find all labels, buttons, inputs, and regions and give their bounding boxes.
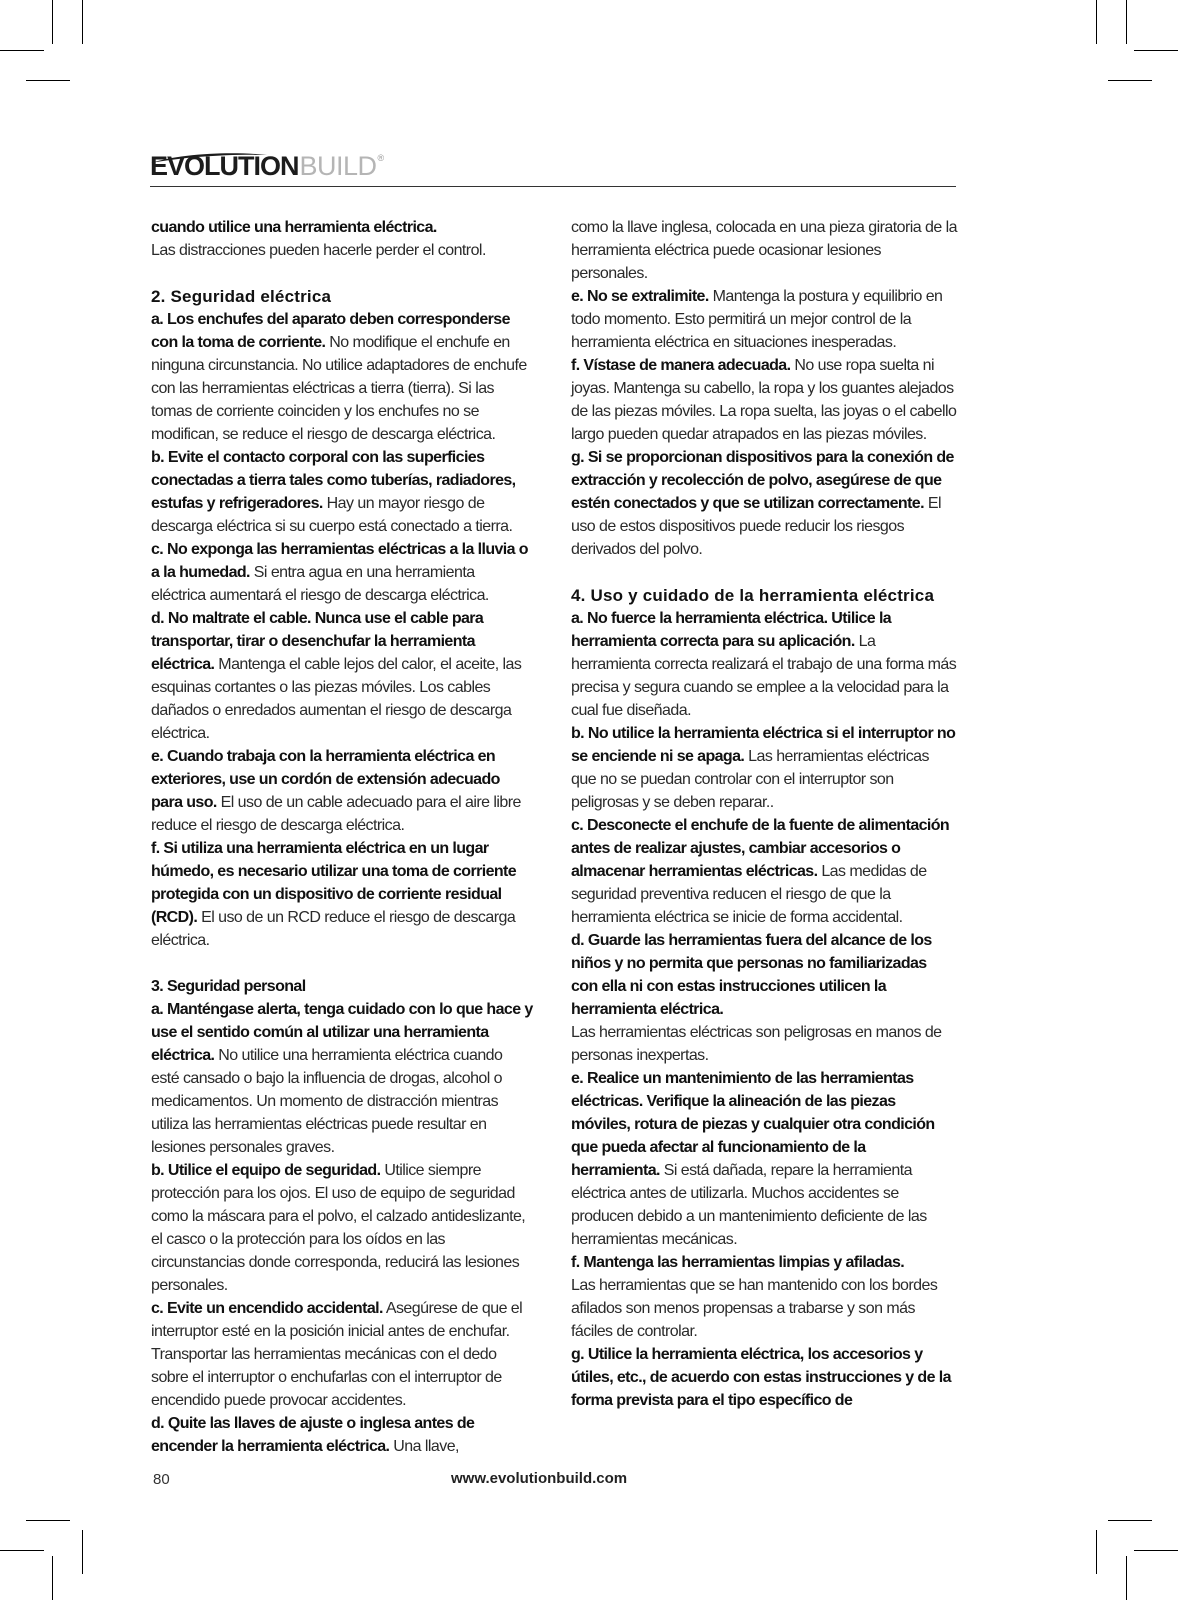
bold-lead: g. Utilice la herramienta eléctrica, los accesorios y útiles, etc., de acuerdo con estas instrucciones y de la forma prevista para el tipo específico de [571, 1346, 951, 1409]
bold-lead: cuando utilice una herramienta eléctrica. [151, 219, 437, 236]
body-text: Asegúrese de que el interruptor esté en la posición inicial antes de enchufar. Transportar las herramientas mecánicas con el dedo sobre el interruptor o enchufarlas con el interruptor de encendido puede provocar accidentes. [151, 1300, 523, 1409]
crop-mark [82, 0, 83, 44]
bold-lead: d. No maltrate el cable. Nunca use el cable para transportar, tirar o desenchufar la herramienta eléctrica. [151, 610, 484, 673]
section-heading-tool-use: 4. Uso y cuidado de la herramienta eléctrica [571, 586, 935, 605]
crop-mark [1126, 1556, 1127, 1600]
bold-lead: f. Vístase de manera adecuada. [571, 357, 791, 374]
paragraph [571, 1251, 957, 1343]
body-text: No modifique el enchufe en ninguna circunstancia. No utilice adaptadores de enchufe con las herramientas eléctricas a tierra (tierra). Si las tomas de corriente coinciden y los enchufes no se modifican, se reduce el riesgo de descarga eléctrica. [151, 334, 527, 443]
crop-mark [1126, 0, 1127, 44]
crop-mark [0, 50, 44, 51]
paragraph [571, 354, 957, 446]
bold-lead: e. Cuando trabaja con la herramienta eléctrica en exteriores, use un cordón de extensión adecuado para uso. [151, 748, 500, 811]
bold-lead: e. No se extralimite. [571, 288, 709, 305]
bold-lead: f. Si utiliza una herramienta eléctrica en un lugar húmedo, es necesario utilizar una toma de corriente protegida con un dispositivo de corriente residual (RCD). [151, 840, 517, 926]
crop-mark [26, 80, 70, 81]
crop-mark [82, 1530, 83, 1574]
paragraph [571, 446, 957, 561]
crop-mark [1108, 80, 1152, 81]
paragraph [571, 1067, 957, 1251]
paragraph [571, 285, 957, 354]
bold-lead: a. No fuerce la herramienta eléctrica. Utilice la herramienta correcta para su aplicación. [571, 610, 892, 650]
body-text: Las medidas de seguridad preventiva reducen el riesgo de que la herramienta eléctrica se inicie de forma accidental. [571, 863, 927, 926]
paragraph [151, 1412, 533, 1458]
paragraph [571, 929, 957, 1067]
body-text: El uso de un cable adecuado para el aire libre reduce el riesgo de descarga eléctrica. [151, 794, 521, 834]
paragraph [151, 1159, 533, 1297]
paragraph [571, 814, 957, 929]
body-text: Una llave, [389, 1438, 459, 1455]
bold-lead: d. Guarde las herramientas fuera del alcance de los niños y no permita que personas no familiarizadas con ella ni con estas instrucciones utilicen la herramienta eléctrica. [571, 932, 932, 1018]
crop-mark [0, 1550, 44, 1551]
bold-lead: b. Utilice el equipo de seguridad. [151, 1162, 381, 1179]
bold-lead: d. Quite las llaves de ajuste o inglesa antes de encender la herramienta eléctrica. [151, 1415, 475, 1455]
paragraph [151, 216, 533, 262]
body-text: Hay un mayor riesgo de descarga eléctrica si su cuerpo está conectado a tierra. [151, 495, 513, 535]
body-text: No use ropa suelta ni joyas. Mantenga su cabello, la ropa y los guantes alejados de las piezas móviles. La ropa suelta, las joyas o el cabello largo pueden quedar atrapados en las piezas móviles. [571, 357, 957, 443]
bold-lead: g. Si se proporcionan dispositivos para la conexión de extracción y recolección de polvo, asegúrese de que estén conectados y que se utilizan correctamente. [571, 449, 954, 512]
body-text: Si entra agua en una herramienta eléctrica aumentará el riesgo de descarga eléctrica. [151, 564, 489, 604]
footer-url: www.evolutionbuild.com [451, 1470, 628, 1487]
crop-mark [1096, 1530, 1097, 1574]
bold-lead: b. No utilice la herramienta eléctrica si el interruptor no se enciende ni se apaga. [571, 725, 956, 765]
bold-lead: c. Evite un encendido accidental. [151, 1300, 383, 1317]
brand-subname: BUILD [299, 151, 377, 181]
paragraph [571, 722, 957, 814]
left-column [151, 216, 533, 1458]
paragraph [151, 538, 533, 607]
paragraph [151, 1297, 533, 1412]
bold-lead: e. Realice un mantenimiento de las herramientas eléctricas. Verifique la alineación de las piezas móviles, rotura de piezas y cualquier otra condición que pueda afectar al funcionamiento de la herramienta. [571, 1070, 935, 1179]
body-text: Si está dañada, repare la herramienta eléctrica antes de utilizarla. Muchos accidentes se producen debido a un mantenimiento deficiente de las herramientas mecánicas. [571, 1162, 927, 1248]
crop-mark [52, 0, 53, 44]
body-text: Mantenga la postura y equilibrio en todo momento. Esto permitirá un mejor control de la herramienta eléctrica en situaciones inesperadas. [571, 288, 943, 351]
crop-mark [1134, 50, 1178, 51]
bold-lead: f. Mantenga las herramientas limpias y afiladas. [571, 1254, 905, 1271]
crop-mark [1096, 0, 1097, 44]
bold-lead: b. Evite el contacto corporal con las superficies conectadas a tierra tales como tuberías, radiadores, estufas y refrigeradores. [151, 449, 516, 512]
paragraph [571, 607, 957, 722]
body-text: Las herramientas eléctricas son peligrosas en manos de personas inexpertas. [571, 1024, 942, 1064]
body-text: El uso de un RCD reduce el riesgo de descarga eléctrica. [151, 909, 516, 949]
section-heading-personal: 3. Seguridad personal [151, 978, 306, 995]
body-text: No utilice una herramienta eléctrica cuando esté cansado o bajo la influencia de drogas, alcohol o medicamentos. Un momento de distracción mientras utiliza las herramientas eléctricas puede resultar en lesiones personales graves. [151, 1047, 503, 1156]
bold-lead: c. No exponga las herramientas eléctricas a la lluvia o a la humedad. [151, 541, 528, 581]
body-text: El uso de estos dispositivos puede reducir los riesgos derivados del polvo. [571, 495, 941, 558]
section-heading-electrical: 2. Seguridad eléctrica [151, 287, 332, 306]
crop-mark [1134, 1550, 1178, 1551]
paragraph [151, 446, 533, 538]
body-text: como la llave inglesa, colocada en una pieza giratoria de la herramienta eléctrica puede ocasionar lesiones personales. [571, 219, 957, 282]
crop-mark [26, 1520, 70, 1521]
paragraph [151, 837, 533, 952]
logo-swoosh-icon [149, 152, 269, 164]
crop-mark [52, 1556, 53, 1600]
bold-lead: a. Manténgase alerta, tenga cuidado con lo que hace y use el sentido común al utilizar una herramienta eléctrica. [151, 1001, 533, 1064]
body-text: Las herramientas eléctricas que no se puedan controlar con el interruptor son peligrosas y se deben reparar.. [571, 748, 929, 811]
paragraph [151, 607, 533, 745]
bold-lead: a. Los enchufes del aparato deben corresponderse con la toma de corriente. [151, 311, 510, 351]
body-text: La herramienta correcta realizará el trabajo de una forma más precisa y segura cuando se emplee a la velocidad para la cual fue diseñada. [571, 633, 957, 719]
header-rule [150, 186, 956, 187]
paragraph [151, 745, 533, 837]
page-number: 80 [153, 1471, 170, 1488]
paragraph [151, 308, 533, 446]
registered-mark: ® [377, 153, 385, 163]
brand-logo [150, 141, 384, 181]
body-text: Las distracciones pueden hacerle perder el control. [151, 242, 486, 259]
body-text: Las herramientas que se han mantenido con los bordes afilados son menos propensas a trabarse y son más fáciles de controlar. [571, 1277, 938, 1340]
bold-lead: c. Desconecte el enchufe de la fuente de alimentación antes de realizar ajustes, cambiar accesorios o almacenar herramientas eléctricas. [571, 817, 950, 880]
paragraph [571, 216, 957, 285]
body-text: Utilice siempre protección para los ojos. El uso de equipo de seguridad como la máscara para el polvo, el calzado antideslizante, el casco o la protección para los oídos en las circunstancias donde corresponda, reducirá las lesiones personales. [151, 1162, 526, 1294]
crop-mark [1108, 1520, 1152, 1521]
paragraph [571, 1343, 957, 1412]
paragraph [151, 998, 533, 1159]
right-column [571, 216, 957, 1412]
body-text: Mantenga el cable lejos del calor, el aceite, las esquinas cortantes o las piezas móviles. Los cables dañados o enredados aumentan el riesgo de descarga eléctrica. [151, 656, 522, 742]
brand-name: EVOLUTION [150, 151, 299, 181]
